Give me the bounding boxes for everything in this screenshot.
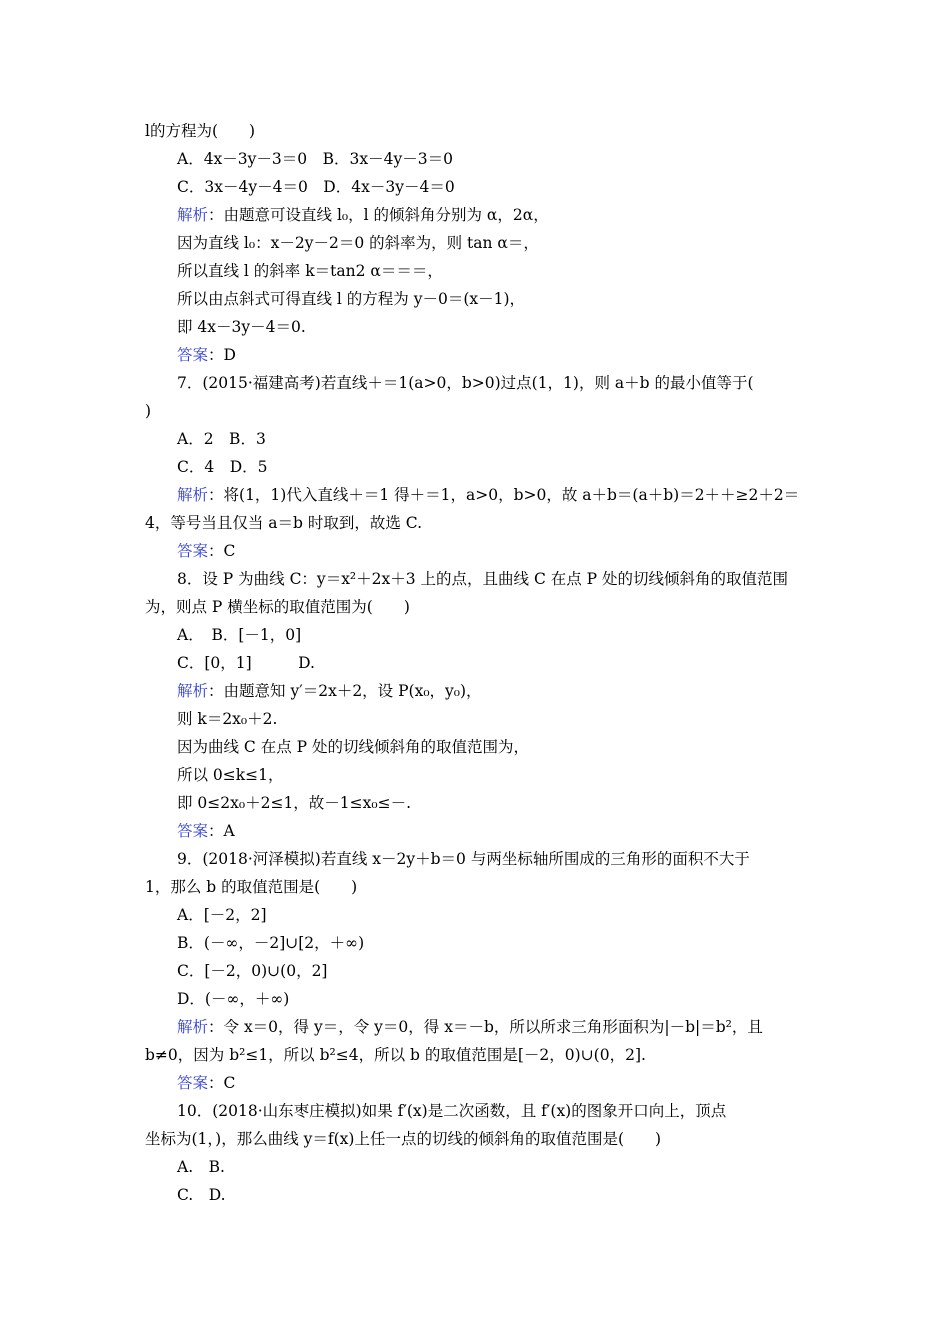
question-9-continuation: 1，那么 b 的取值范围是( ) xyxy=(145,878,358,896)
solution-line: 则 k＝2x₀＋2. xyxy=(177,710,278,728)
answer-value: ：D xyxy=(208,346,236,364)
answer-line xyxy=(177,541,235,561)
answer-value: ：C xyxy=(208,542,236,560)
solution-line xyxy=(177,1017,763,1037)
question-7: 7．(2015·福建高考)若直线＋＝1(a>0，b>0)过点(1，1)，则 a＋b 的最小值等于( xyxy=(177,374,754,392)
answer-label: 答案 xyxy=(177,1074,209,1092)
question-10-continuation: 坐标为(1，)，那么曲线 y＝f(x)上任一点的切线的倾斜角的取值范围是( ) xyxy=(145,1130,662,1148)
option-line: A．2 B．3 xyxy=(177,430,266,448)
solution-line xyxy=(177,681,482,701)
solution-label: 解析 xyxy=(177,486,209,504)
answer-label: 答案 xyxy=(177,822,209,840)
option-line: C. D. xyxy=(177,1186,226,1204)
option-line: A．[－2，2] xyxy=(177,906,267,924)
solution-line: 所以直线 l 的斜率 k＝tan2 α＝＝＝， xyxy=(177,262,443,280)
answer-value: ：C xyxy=(208,1074,236,1092)
option-line: D．(－∞，＋∞) xyxy=(177,990,290,1008)
option-line: C．[－2，0)∪(0，2] xyxy=(177,962,328,980)
option-line: A. B. xyxy=(177,1158,225,1176)
solution-line xyxy=(177,485,799,505)
answer-line xyxy=(177,821,235,841)
solution-text: ：令 x＝0，得 y＝，令 y＝0，得 x＝－b，所以所求三角形面积为|－b|＝b²，且 xyxy=(208,1018,763,1036)
solution-line: 因为曲线 C 在点 P 处的切线倾斜角的取值范围为， xyxy=(177,738,529,756)
solution-label: 解析 xyxy=(177,1018,209,1036)
solution-label: 解析 xyxy=(177,682,209,700)
question-10: 10．(2018·山东枣庄模拟)如果 f′(x)是二次函数，且 f′(x)的图象开口向上，顶点 xyxy=(177,1102,727,1120)
solution-line: 所以 0≤k≤1， xyxy=(177,766,284,784)
question-8-continuation: 为，则点 P 横坐标的取值范围为( ) xyxy=(145,598,410,616)
solution-line xyxy=(177,205,549,225)
option-line: A． B．[－1，0] xyxy=(177,626,302,644)
option-line: B．(－∞，－2]∪[2，＋∞) xyxy=(177,934,365,952)
solution-line: 4，等号当且仅当 a＝b 时取到，故选 C. xyxy=(145,514,423,532)
solution-text: ：将(1，1)代入直线＋＝1 得＋＝1，a>0，b>0，故 a＋b＝(a＋b)＝2＋＋≥2＋2＝ xyxy=(208,486,800,504)
solution-line: 即 4x－3y－4＝0. xyxy=(177,318,306,336)
solution-text: ：由题意知 y′＝2x＋2，设 P(x₀，y₀)， xyxy=(208,682,482,700)
question-7-continuation: ) xyxy=(145,402,152,420)
answer-line xyxy=(177,1073,235,1093)
option-line: C．3x－4y－4＝0 D．4x－3y－4＝0 xyxy=(177,178,455,196)
answer-line xyxy=(177,345,236,365)
option-line: C．4 D．5 xyxy=(177,458,268,476)
solution-label: 解析 xyxy=(177,206,209,224)
solution-line: 因为直线 l₀：x－2y－2＝0 的斜率为，则 tan α＝， xyxy=(177,234,539,252)
question-8: 8．设 P 为曲线 C：y＝x²＋2x＋3 上的点，且曲线 C 在点 P 处的切线倾斜角的取值范围 xyxy=(177,570,789,588)
option-line: A．4x－3y－3＝0 B．3x－4y－3＝0 xyxy=(177,150,453,168)
option-line: C．[0，1] D. xyxy=(177,654,315,672)
answer-label: 答案 xyxy=(177,542,209,560)
solution-line: 所以由点斜式可得直线 l 的方程为 y－0＝(x－1)， xyxy=(177,290,526,308)
answer-label: 答案 xyxy=(177,346,209,364)
question-6-continuation: l的方程为( ) xyxy=(145,122,256,140)
question-9: 9．(2018·河泽模拟)若直线 x－2y＋b＝0 与两坐标轴所围成的三角形的面积不大于 xyxy=(177,850,750,868)
answer-value: ：A xyxy=(208,822,235,840)
solution-line: 即 0≤2x₀＋2≤1，故－1≤x₀≤－. xyxy=(177,794,412,812)
solution-text: ：由题意可设直线 l₀，l 的倾斜角分别为 α，2α， xyxy=(208,206,549,224)
solution-line: b≠0，因为 b²≤1，所以 b²≤4，所以 b 的取值范围是[－2，0)∪(0，2]. xyxy=(145,1046,646,1064)
